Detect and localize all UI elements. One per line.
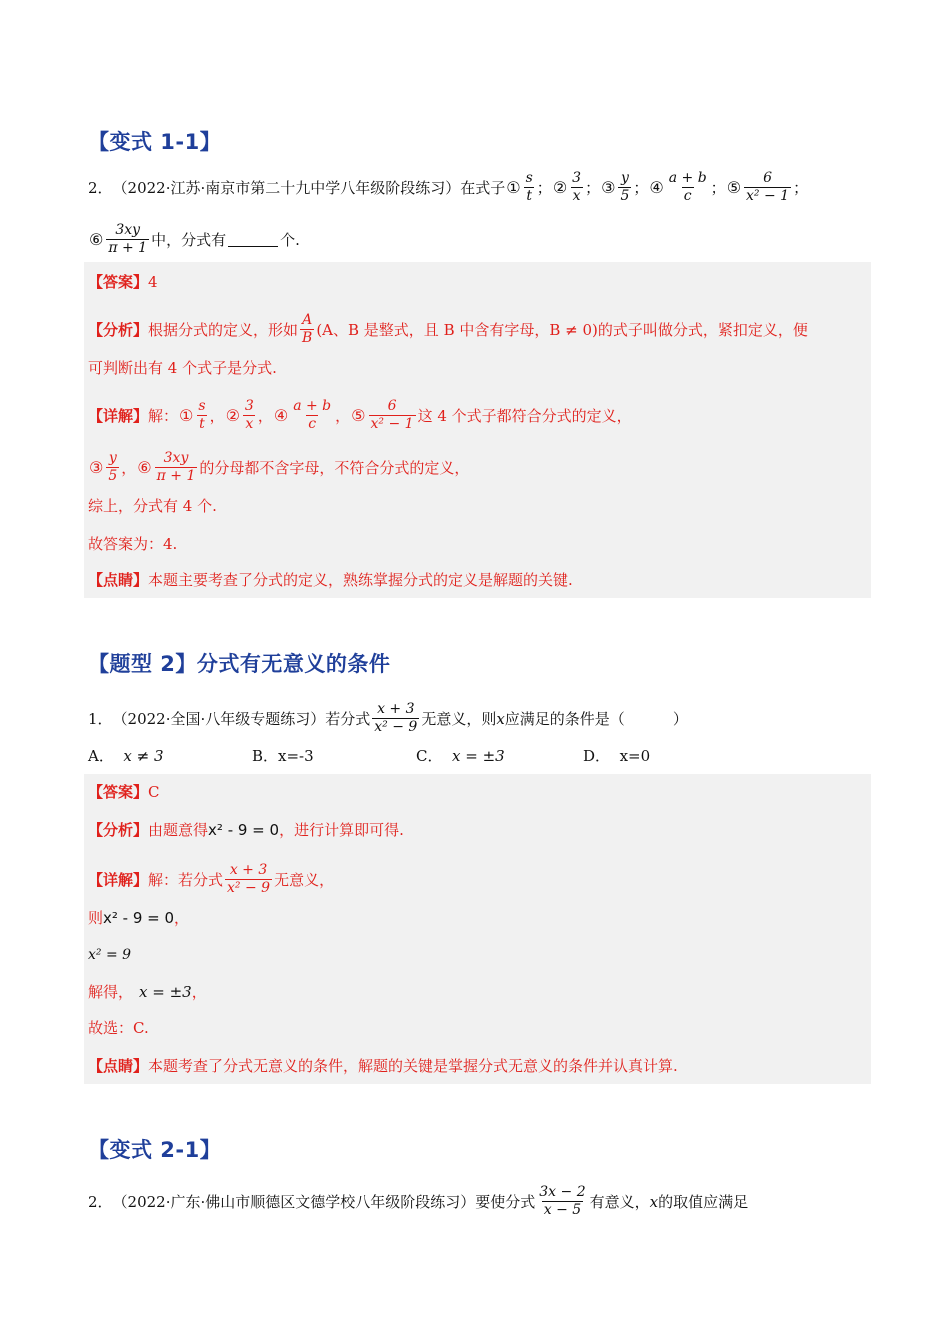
equation: x² - 9 = 0 <box>208 821 280 839</box>
analysis-line-1: 【分析】 根据分式的定义，形如 $\frac{A}{B}$ (A、B 是整式，且 B 中含有字母，B ≠ 0)的式子叫做分式，紧扣定义，便 <box>88 312 808 346</box>
circle-number-5: ⑤ <box>726 177 742 197</box>
detail-line-2: ③ $\frac{y}{5}$ ， ⑥ $\frac{3xy}{\pi + 1}$ 的分母都不含字母，不符合分式的定义， <box>89 450 470 484</box>
fraction-3-over-x: $\frac{3}{x}$ <box>572 170 582 204</box>
section-heading-variant-1-1: 【变式 1-1】 <box>88 130 222 154</box>
answer-line: 【答案】 C <box>88 783 160 801</box>
step-3-line: 解得， x = ±3 ， <box>88 983 207 1001</box>
question-number: 2． <box>88 178 113 197</box>
question-2-line: 1． （2022·全国·八年级专题练习）若分式 $\frac{x + 3}{\text{x² − 9}}$ 无意义，则 x 应满足的条件是（ ） <box>88 701 688 735</box>
answer-line: 【答案】 4 <box>88 273 158 291</box>
circle-number-6: ⑥ <box>89 229 104 249</box>
fraction-3-over-x: $\frac{3}{x}$ <box>244 398 254 432</box>
question-source: （2022·江苏·南京市第二十九中学八年级阶段练习）在式子 <box>112 178 506 197</box>
question-1-line-1: 2． （2022·江苏·南京市第二十九中学八年级阶段练习）在式子 ① $\frac{s}{t}$ ； ② $\frac{3}{x}$ ； ③ $\frac{y}{5}$ ； ④ $\frac{a + b}{c}$ ； ⑤ $\frac{6}{\text{x² − 1}}$ ； <box>88 170 809 204</box>
fraction-x-plus-3-over-x2-minus-9: $\frac{x + 3}{\text{x² − 9}}$ <box>227 862 271 896</box>
step-2-line: x² = 9 <box>88 947 132 963</box>
fraction-y-over-5: $\frac{y}{5}$ <box>108 450 118 484</box>
fraction-y-over-5: $\frac{y}{5}$ <box>620 170 630 204</box>
fraction-3x-minus-2-over-x-minus-5: $\frac{3x - 2}{x - 5}$ <box>539 1184 586 1218</box>
fraction-3xy-over-pi-plus-1: $\frac{3xy}{\pi + 1}$ <box>108 222 148 256</box>
section-heading-variant-2-1: 【变式 2-1】 <box>88 1138 222 1162</box>
circle-number-4: ④ <box>649 177 664 197</box>
option-b[interactable]: B．x=-3 <box>252 747 314 765</box>
analysis-line: 【分析】 由题意得 x² - 9 = 0 ，进行计算即可得. <box>88 821 404 839</box>
detail-line-1: 【详解】 解： ① $\frac{s}{t}$ ， ② $\frac{3}{x}$ ， ④ $\frac{a + b}{c}$ ， ⑤ $\frac{6}{\text{x² − 1}}$ 这 4 个式子都符合分式的定义， <box>88 398 632 432</box>
fraction-A-over-B: $\frac{A}{B}$ <box>302 312 313 346</box>
final-answer-line: 故答案为：4. <box>88 535 178 553</box>
circle-number-1: ① <box>506 177 521 197</box>
option-d[interactable]: D． x=0 <box>583 747 651 765</box>
fraction-6-over-x2-minus-1: $\frac{6}{\text{x² − 1}}$ <box>370 398 414 432</box>
comment-line: 【点睛】 本题主要考查了分式的定义，熟练掌握分式的定义是解题的关键. <box>88 571 573 589</box>
detail-line: 【详解】 解：若分式 $\frac{x + 3}{\text{x² − 9}}$ 无意义， <box>88 862 335 896</box>
circle-number-3: ③ <box>601 177 616 197</box>
fraction-s-over-t: $\frac{s}{t}$ <box>198 398 206 432</box>
circle-number-2: ② <box>552 177 568 197</box>
fraction-a-plus-b-over-c: $\frac{a + b}{c}$ <box>668 170 707 204</box>
section-heading-type-2: 【题型 2】分式有无意义的条件 <box>88 652 391 676</box>
analysis-line-2: 可判断出有 4 个式子是分式. <box>88 359 277 377</box>
question-1-line-2: ⑥ $\frac{3xy}{\pi + 1}$ 中，分式有 个. <box>89 222 300 256</box>
fraction-a-plus-b-over-c: $\frac{a + b}{c}$ <box>293 398 332 432</box>
option-c[interactable]: C． x = ±3 <box>416 747 505 765</box>
fraction-6-over-x2-minus-1: $\frac{6}{\text{x² − 1}}$ <box>746 170 790 204</box>
final-answer-line: 故选：C. <box>88 1019 149 1037</box>
answer-blank <box>228 232 278 247</box>
comment-line: 【点睛】 本题考查了分式无意义的条件，解题的关键是掌握分式无意义的条件并认真计算. <box>88 1057 678 1075</box>
fraction-3xy-over-pi-plus-1: $\frac{3xy}{\pi + 1}$ <box>156 450 196 484</box>
step-1-line: 则 x² - 9 = 0 ， <box>88 909 190 927</box>
fraction-x-plus-3-over-x2-minus-9: $\frac{x + 3}{\text{x² − 9}}$ <box>374 701 418 735</box>
option-a[interactable]: A． x ≠ 3 <box>88 747 164 765</box>
fraction-s-over-t: $\frac{s}{t}$ <box>525 170 533 204</box>
equation: x² - 9 = 0 <box>103 909 175 927</box>
summary-line: 综上，分式有 4 个. <box>88 497 217 515</box>
question-3-line: 2． （2022·广东·佛山市顺德区文德学校八年级阶段练习）要使分式 $\frac{3x - 2}{x - 5}$ 有意义， x 的取值应满足 <box>88 1184 749 1218</box>
